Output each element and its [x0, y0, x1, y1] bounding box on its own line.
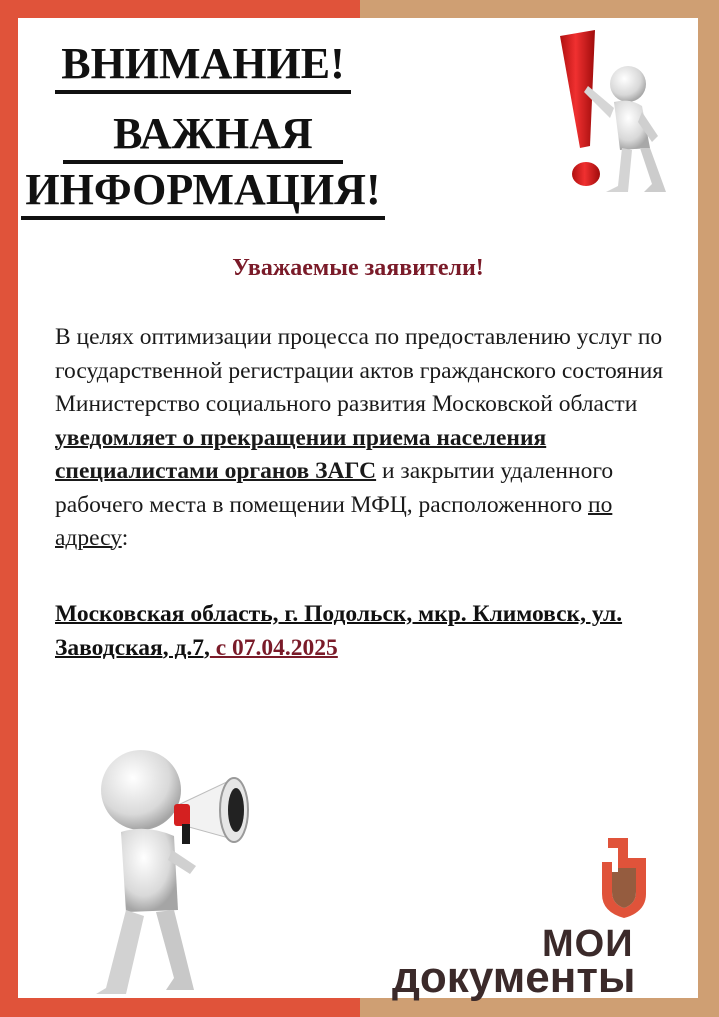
logo-text-line-1: МОИ	[542, 923, 634, 965]
address-text: Московская область, г. Подольск, мкр. Климовск, ул. Заводская, д.7,	[55, 601, 623, 661]
document-shield-logo-icon	[602, 838, 646, 918]
person-figure-icon	[96, 750, 196, 994]
megaphone-icon	[174, 778, 248, 844]
title-line-1	[0, 40, 543, 94]
logo-text-line-2: документы	[392, 953, 636, 1002]
body-part-5: :	[121, 525, 129, 551]
greeting: Уважаемые заявители!	[232, 255, 484, 281]
exclamation-mark-icon	[560, 30, 600, 186]
address-block	[55, 598, 680, 665]
body-part-3: и закрытии удаленного рабочего места в помещении МФЦ, расположенного	[55, 458, 614, 518]
exclamation-figure-illustration	[540, 26, 690, 206]
title-text-1: ВНИМАНИЕ!	[55, 40, 351, 94]
notice-sheet	[18, 18, 698, 1002]
notice-body	[55, 321, 680, 556]
title-text-3: ИНФОРМАЦИЯ!	[21, 166, 384, 220]
body-part-4-underlined: по адресу	[55, 491, 613, 551]
title-line-3	[0, 166, 543, 220]
moi-dokumenty-logo	[390, 828, 670, 938]
megaphone-figure-illustration	[86, 740, 286, 1000]
body-part-2-emphasis: уведомляет о прекращении приема населения специалистами органов ЗАГС	[55, 424, 547, 484]
address-date: с 07.04.2025	[209, 634, 338, 661]
title-line-2	[0, 110, 543, 164]
title-text-2: ВАЖНАЯ	[63, 110, 343, 164]
body-part-1: В целях оптимизации процесса по предоставлению услуг по государственной регистрации актов гражданского состояния Министерство социального развития Московской области	[55, 324, 664, 417]
